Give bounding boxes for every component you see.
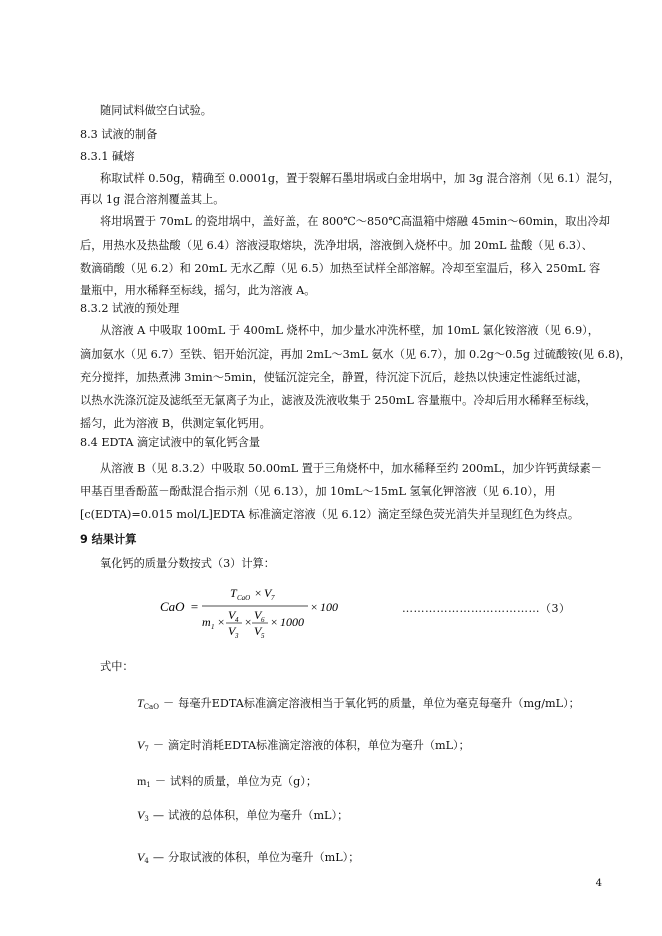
text-line: 9 结果计算	[80, 533, 137, 546]
text-line: 8.4 EDTA 滴定试液中的氧化钙含量	[80, 436, 261, 449]
formula-m-sub: 1	[211, 623, 215, 631]
text-line: 以热水洗涤沉淀及滤纸至无氯离子为止，滤液及洗液收集于 250mL 容量瓶中。冷却后用水稀释至标线，	[80, 394, 597, 407]
definition-row	[137, 808, 348, 826]
text-line: 从溶液 B（见 8.3.2）中吸取 50.00mL 置于三角烧杯中，加水稀释至约 200mL，加少许钙黄绿素－	[100, 462, 602, 475]
definition-symbol-sub: CaO	[143, 703, 159, 711]
definition-symbol: m	[137, 774, 147, 788]
formula-1000: 1000	[280, 615, 304, 629]
formula-den-times2: ×	[244, 615, 253, 629]
text-line: 充分搅拌，加热煮沸 3min～5min，使锰沉淀完全，静置，待沉淀下沉后，趁热以快速定性滤纸过滤，	[80, 371, 589, 384]
definition-row	[137, 850, 359, 868]
formula-num-T: T	[230, 586, 237, 600]
text-line: 滴加氨水（见 6.7）至铁、铝开始沉淀，再加 2mL～3mL 氨水（见 6.7），加 0.2g～0.5g 过硫酸铵(见 6.8)，	[80, 348, 631, 361]
text-line: 从溶液 A 中吸取 100mL 于 400mL 烧杯中，加少量水冲洗杯壁，加 10mL 氯化铵溶液（见 6.9），	[100, 324, 599, 337]
definition-dash: －	[162, 697, 175, 710]
text-line: 8.3.1 碱熔	[80, 150, 135, 163]
text-line: 摇匀，此为溶液 B，供测定氧化钙用。	[80, 417, 271, 430]
definition-row	[137, 774, 317, 792]
formula-num-V: V	[264, 586, 272, 600]
leader-dots: ………………………………	[402, 602, 540, 615]
text-line: 8.3 试液的制备	[80, 128, 158, 141]
definition-text: 试料的质量，单位为克（g）；	[170, 775, 318, 788]
formula-num-V-sub: 7	[271, 594, 275, 602]
text-line: 再以 1g 混合溶剂覆盖其上。	[80, 193, 225, 206]
definition-text: 试液的总体积，单位为毫升（mL）；	[168, 809, 349, 822]
text-line: 后，用热水及热盐酸（见 6.4）溶液浸取熔块，洗净坩埚，溶液倒入烧杯中。加 20mL 盐酸（见 6.3）、	[80, 239, 593, 252]
formula-equals: =	[190, 599, 199, 614]
definition-dash: —	[152, 851, 164, 864]
formula-V4: V	[228, 608, 236, 622]
formula-num-T-sub: CaO	[237, 594, 251, 602]
formula-V6: V	[254, 608, 262, 622]
formula-m: m	[202, 615, 211, 629]
text-line: 氧化钙的质量分数按式（3）计算：	[100, 557, 275, 570]
definition-dash: －	[154, 775, 167, 788]
formula-V4-sub: 4	[235, 616, 239, 624]
definition-text: 滴定时消耗EDTA标准滴定溶液的体积，单位为毫升（mL）；	[168, 739, 470, 752]
formula-svg	[160, 582, 360, 642]
text-line: 将坩埚置于 70mL 的瓷坩埚中，盖好盖，在 800℃～850℃高温箱中熔融 45min～60min，取出冷却	[100, 215, 610, 228]
text-line: 式中：	[100, 660, 134, 673]
definition-symbol-sub: 3	[144, 815, 149, 823]
text-line: 随同试料做空白试验。	[100, 104, 212, 117]
definition-symbol-sub: 7	[144, 745, 149, 753]
formula-den-times3: ×	[270, 615, 279, 629]
formula-V5-sub: 5	[261, 632, 265, 640]
definition-symbol-sub: 1	[146, 781, 151, 789]
formula-V3-sub: 3	[235, 632, 239, 640]
page-number: 4	[595, 878, 602, 889]
text-line: [c(EDTA)=0.015 mol/L]EDTA 标准滴定溶液（见 6.12）滴定至绿色荧光消失并呈现红色为终点。	[80, 508, 580, 521]
definition-row	[137, 696, 580, 714]
formula-den-times1: ×	[217, 615, 226, 629]
formula-V6-sub: 6	[261, 616, 265, 624]
formula-V5: V	[254, 624, 262, 638]
formula-leader-dots	[402, 600, 571, 616]
definition-dash: －	[152, 739, 165, 752]
definition-symbol: V	[137, 738, 145, 752]
definition-text: 分取试液的体积，单位为毫升（mL）；	[168, 851, 360, 864]
formula-V3: V	[228, 624, 236, 638]
definition-text: 每毫升EDTA标准滴定溶液相当于氧化钙的质量，单位为毫克每毫升（mg/mL）；	[178, 697, 580, 710]
definition-symbol-sub: 4	[144, 857, 149, 865]
text-line: 称取试样 0.50g，精确至 0.0001g，置于裂解石墨坩埚或白金坩埚中，加 3g 混合溶剂（见 6.1）混匀，	[100, 172, 620, 185]
text-line: 8.3.2 试液的预处理	[80, 302, 180, 315]
formula-times-outer: ×	[310, 600, 319, 614]
formula-number: （3）	[540, 602, 571, 615]
definition-symbol: V	[137, 808, 145, 822]
definition-symbol: V	[137, 850, 145, 864]
definition-symbol: T	[137, 696, 144, 710]
calcium-oxide-formula	[160, 582, 360, 642]
formula-num-times: ×	[254, 586, 263, 600]
text-line: 数滴硝酸（见 6.2）和 20mL 无水乙醇（见 6.5）加热至试样全部溶解。冷却至室温后，移入 250mL 容	[80, 262, 601, 275]
text-line: 量瓶中，用水稀释至标线，摇匀，此为溶液 A。	[80, 284, 316, 297]
definition-row	[137, 738, 470, 756]
definition-dash: —	[152, 809, 164, 822]
formula-lhs: CaO	[160, 599, 185, 614]
text-line: 甲基百里香酚蓝－酚酞混合指示剂（见 6.13），加 10mL～15mL 氢氧化钾溶液（见 6.10），用	[80, 485, 556, 498]
formula-100: 100	[320, 600, 338, 614]
